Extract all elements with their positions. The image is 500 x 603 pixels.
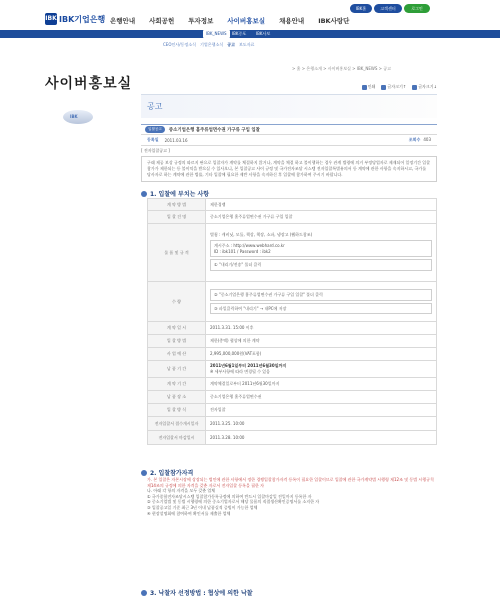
qualification-text: 가. 본 입찰은 자본시장에 상장되는 법인에 관한 사항에서 정한 경쟁입찰참가자격 등록이 필요한 입찰이므로 입찰에 관한 국가계약법 시행령 제12조 및 동법 시행규칙 제14조의 규정에 의한 자격을 갖춘 자로서 전자입찰 등록을 필한 자 <box>147 477 434 488</box>
row-value: 제한(총액) 협상에 의한 계약 <box>206 335 437 348</box>
sub-nav-bar <box>0 30 500 38</box>
print-button[interactable]: 인쇄 <box>362 84 376 90</box>
row-value: 2011.3.28. 10:00 <box>206 431 437 445</box>
customer-center-button[interactable]: 고객센터 <box>374 4 402 13</box>
main-nav <box>110 16 363 25</box>
table-row <box>148 361 437 378</box>
list-item: ② 중소기업법 및 동법 시행령에 의한 중소기업자로서 해당 물품의 직접생산확인증명서를 소지한 자 <box>147 499 320 505</box>
section-3-title: 3. 낙찰자 선정방법 : 협상에 의한 낙찰 <box>150 590 253 597</box>
table-row <box>148 378 437 391</box>
row-header: 전자입찰서 접수개시일자 <box>148 417 206 431</box>
table-row <box>148 224 437 282</box>
subnav-ibk-sports[interactable]: IBK중포 <box>232 31 247 36</box>
logo-text: IBK기업은행 <box>59 14 106 24</box>
blimp-label: IBK <box>70 114 78 119</box>
nav-item-invest[interactable]: 투자정보 <box>188 17 214 25</box>
nav-item-social[interactable]: 사회공헌 <box>149 17 175 25</box>
date-value: 2011.03.16 <box>164 137 188 143</box>
nav-item-bank-info[interactable]: 은행안내 <box>110 17 136 25</box>
table-row <box>148 348 437 361</box>
row-value: 전자입찰 <box>206 404 437 417</box>
webhard-box <box>210 240 432 257</box>
date-label: 등록일 <box>147 137 159 142</box>
board-title: 공고 <box>147 102 163 111</box>
logo-mark: IBK <box>45 13 57 25</box>
row-value: 2011.3.25. 10:00 <box>206 417 437 431</box>
step-1: ① "내리기/전송" 폴더 클릭 <box>210 259 432 271</box>
font-down-icon <box>412 85 417 90</box>
subnav-ibk-magazine[interactable]: IBK사보 <box>256 31 271 36</box>
row-value <box>206 224 437 282</box>
row-value: 중소기업은행 홈주류업면수권 가구류 구입 입찰 <box>206 211 437 224</box>
category-badge: 입찰공고 <box>145 126 165 133</box>
subnav-ibk-news[interactable]: IBK_NEWS <box>203 30 230 38</box>
bid-info-table <box>147 198 437 445</box>
webhard-credentials: ID : ibk101 / Password : ibk2 <box>214 248 271 254</box>
table-row <box>148 335 437 348</box>
board-banner <box>141 94 437 118</box>
font-up-icon <box>381 85 386 90</box>
table-row <box>148 431 437 445</box>
intro-heading: [ 전자입찰공고 ] <box>141 148 170 153</box>
section-2-title: 2. 입찰참가자격 <box>150 470 194 477</box>
views <box>409 137 431 143</box>
list-item: ④ 현장설명회에 참여하여 확인서를 제출한 업체 <box>147 510 231 516</box>
row-value <box>206 361 437 378</box>
spec-text: 별첨 : 캐비닛, 모듈, 책상, 책장, 소파, 냉장고 (웹하드참조) <box>210 232 313 238</box>
breadcrumb: > 홈 > 은행소개 > 사이버홍보실 > IBK_NEWS > 공고 <box>292 66 391 71</box>
font-up-button[interactable]: 글자크기↑ <box>381 84 406 90</box>
print-icon <box>362 85 367 90</box>
bank-logo[interactable] <box>45 12 105 26</box>
row-value: 중소기업은행 홈주류업면수권 <box>206 391 437 404</box>
row-header: 입 찰 건 명 <box>148 211 206 224</box>
delivery-period: 2011년6월1일부터 2011년6월30일까지 <box>210 363 287 368</box>
table-row <box>148 199 437 211</box>
notice-meta <box>141 135 437 146</box>
row-value: 2,995,000,000원(VAT포함) <box>206 348 437 361</box>
step-3: ③ 파일클릭하여 "내리기" → 내PC에 저장 <box>210 303 432 315</box>
subnav2-news[interactable]: 기업은행소식 <box>200 42 224 47</box>
table-row <box>148 404 437 417</box>
row-value: 제한경쟁 <box>206 199 437 211</box>
table-row <box>148 282 437 322</box>
row-header: 사 업 예 산 <box>148 348 206 361</box>
row-header: 입 찰 방 식 <box>148 404 206 417</box>
row-header: 계 약 방 법 <box>148 199 206 211</box>
page-title: 사이버홍보실 <box>45 76 133 92</box>
notice-header <box>141 124 437 135</box>
ibk-home-button[interactable]: IBK홈 <box>350 4 372 13</box>
delivery-note: ※ 세부사항에 따라 변경될 수 있음 <box>210 369 270 374</box>
subnav2-ceo[interactable]: CEO인사/동정소식 <box>163 42 197 47</box>
bullet-icon <box>141 590 147 596</box>
step-2: ② "중소기업은행 홈주류업면수권 가구류 구입 입찰" 폴더 클릭 <box>210 289 432 301</box>
row-header: 수 량 <box>148 282 206 322</box>
table-row <box>148 322 437 335</box>
table-row <box>148 417 437 431</box>
row-header: 납 품 기 간 <box>148 361 206 378</box>
subnav2-notice[interactable]: 공고 <box>227 42 235 47</box>
section-2-heading <box>141 468 193 477</box>
section-2-body <box>147 477 437 516</box>
nav-item-recruit[interactable]: 채용안내 <box>279 17 305 25</box>
list-item: 나. 아래 각 항의 자격을 모두 갖춘 업체 <box>147 488 216 494</box>
tools <box>362 84 437 90</box>
row-value <box>206 282 437 322</box>
row-header: 계 약 기 간 <box>148 378 206 391</box>
subnav2-press[interactable]: 보도자료 <box>238 42 255 47</box>
table-row <box>148 211 437 224</box>
webhard-url[interactable]: 계시주소 : http://www.webhard.co.kr <box>214 243 285 249</box>
sub-nav-2 <box>163 42 254 48</box>
blimp-illustration <box>63 110 93 124</box>
login-button[interactable]: 로그인 <box>404 4 430 13</box>
list-item: ③ 입찰공고일 기준 최근 3년 이내 납품실적 증빙이 가능한 업체 <box>147 504 258 510</box>
section-1-title: 1. 입찰에 부치는 사항 <box>150 191 210 198</box>
intro-body: 구래 제공 보상 규정의 따르지 판으로 입찰자가 계약를 체결하지 않거나, 계약을 체결 하고 불이행하는 경우 관계 법령에 의거 부정당업자로 제재되어 일정기간 입찰참가가 제한되는 등 불이익을 받으실 수 있사오니, 본 입찰공고 사이 규정 및 국가전자조달 시스템 전자입찰특별유의서 등 계약에 관한 사항을 숙지하시고, 국가를 당사자로 하는 계약에 관한 법률, 기타 입찰에 필요한 제반 사항을 숙지하신 후 입찰에 참가하여 주시기 바랍니다. <box>141 156 437 182</box>
row-value: 2011.3.31. 15:00 이후 <box>206 322 437 335</box>
row-header: 전자입찰서 마감일시 <box>148 431 206 445</box>
notice-title: 중소기업은행 홈주류업면수권 가구류 구입 입찰 <box>168 127 260 133</box>
notice-intro <box>141 148 437 182</box>
bullet-icon <box>141 470 147 476</box>
section-3-heading <box>141 588 253 597</box>
row-value: 계약체결일로부터 2011년6월30일까지 <box>206 378 437 391</box>
bullet-icon <box>141 191 147 197</box>
row-header: 입 찰 방 법 <box>148 335 206 348</box>
section-1-heading <box>141 189 209 198</box>
views-label: 조회수 <box>408 137 421 142</box>
row-header: 물 품 및 규 격 <box>148 224 206 282</box>
list-item: ① 국가종합전자조달시스템 입찰참가등록규정에 의하여 반드시 입찰마감일 전일까지 등록한 자 <box>147 493 312 499</box>
row-header: 계 약 일 시 <box>148 322 206 335</box>
nav-item-cyber-pr[interactable]: 사이버홍보실 <box>227 17 266 25</box>
nav-item-ibk-love[interactable]: IBK사랑단 <box>318 17 350 25</box>
row-header: 납 품 장 소 <box>148 391 206 404</box>
font-down-button[interactable]: 글자크기↓ <box>412 84 437 90</box>
views-value: 403 <box>423 137 431 142</box>
table-row <box>148 391 437 404</box>
